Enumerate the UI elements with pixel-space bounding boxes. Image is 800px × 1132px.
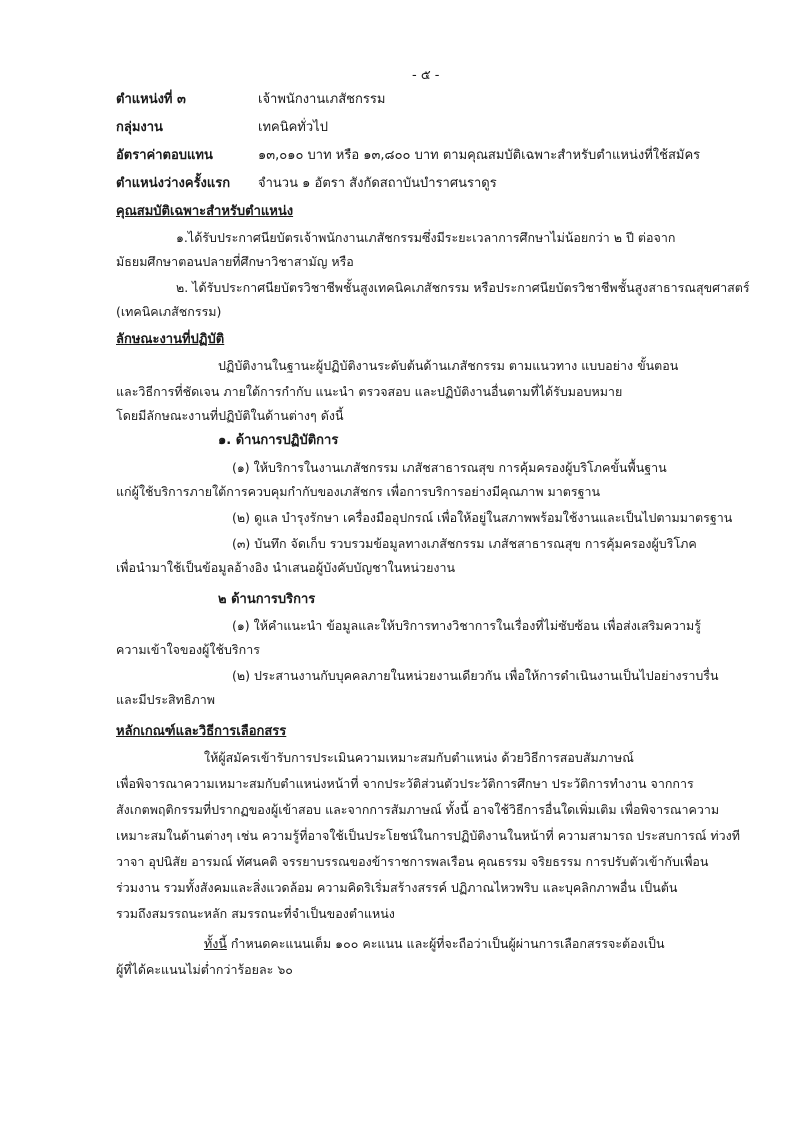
selection-note-line-1 <box>204 936 665 952</box>
salary-value: ๑๓,๐๑๐ บาท หรือ ๑๓,๘๐๐ บาท ตามคุณสมบัติเฉพาะสำหรับตำแหน่งที่ใช้สมัคร <box>258 148 701 163</box>
service-2-line-1: (๒) ประสานงานกับบุคคลภายในหน่วยงานเดียวกัน เพื่อให้การดำเนินงานเป็นไปอย่างราบรื่น <box>232 668 719 683</box>
selection-line-5: วาจา อุปนิสัย อารมณ์ ทัศนคติ จรรยาบรรณของข้าราชการพลเรือน คุณธรรม จริยธรรม การปรับตัวเข้ากับเพื่อน <box>116 854 709 869</box>
group-label: กลุ่มงาน <box>116 120 163 135</box>
duties-intro-line-2: และวิธีการที่ชัดเจน ภายใต้การกำกับ แนะนำ ตรวจสอบ และปฏิบัติงานอื่นตามที่ได้รับมอบหมาย <box>116 384 623 399</box>
operation-3-line-1: (๓) บันทึก จัดเก็บ รวบรวมข้อมูลทางเภสัชกรรม เภสัชสาธารณสุข การคุ้มครองผู้บริโภค <box>232 536 697 551</box>
operation-3-line-2: เพื่อนำมาใช้เป็นข้อมูลอ้างอิง นำเสนอผู้บังคับบัญชาในหน่วยงาน <box>116 560 456 575</box>
service-heading: ๒ ด้านการบริการ <box>218 592 316 607</box>
selection-line-3: สังเกตพฤติกรรมที่ปรากฏของผู้เข้าสอบ และจากการสัมภาษณ์ ทั้งนี้ อาจใช้วิธีการอื่นใดเพิ่มเติม เพื่อพิจารณาความ <box>116 802 720 817</box>
operation-1-line-2: แก่ผู้ใช้บริการภายใต้การควบคุมกำกับของเภสัชกร เพื่อการบริการอย่างมีคุณภาพ มาตรฐาน <box>116 484 601 499</box>
service-2-line-2: และมีประสิทธิภาพ <box>116 692 216 707</box>
service-1-line-2: ความเข้าใจของผู้ใช้บริการ <box>116 642 260 657</box>
operations-heading: ๑. ด้านการปฏิบัติการ <box>218 433 339 448</box>
selection-line-1: ให้ผู้สมัครเข้ารับการประเมินความเหมาะสมกับตำแหน่ง ด้วยวิธีการสอบสัมภาษณ์ <box>204 750 634 765</box>
service-1-line-1: (๑) ให้คำแนะนำ ข้อมูลและให้บริการทางวิชาการในเรื่องที่ไม่ซับซ้อน เพื่อส่งเสริมความรู้ <box>232 618 702 633</box>
qualification-1-line-1: ๑.ได้รับประกาศนียบัตรเจ้าพนักงานเภสัชกรรมซึ่งมีระยะเวลาการศึกษาไม่น้อยกว่า ๒ ปี ต่อจาก <box>176 230 676 245</box>
salary-label: อัตราค่าตอบแทน <box>116 148 213 163</box>
selection-note-lead: ทั้งนี้ <box>204 936 227 951</box>
selection-line-7: รวมถึงสมรรถนะหลัก สมรรถนะที่จำเป็นของตำแหน่ง <box>116 906 395 921</box>
operation-2-line-1: (๒) ดูแล บำรุงรักษา เครื่องมืออุปกรณ์ เพื่อให้อยู่ในสภาพพร้อมใช้งานและเป็นไปตามมาตรฐาน <box>232 510 733 525</box>
selection-heading: หลักเกณฑ์และวิธีการเลือกสรร <box>116 724 287 739</box>
selection-note-text: กำหนดคะแนนเต็ม ๑๐๐ คะแนน และผู้ที่จะถือว่าเป็นผู้ผ่านการเลือกสรรจะต้องเป็น <box>226 936 665 951</box>
qualifications-heading: คุณสมบัติเฉพาะสำหรับตำแหน่ง <box>116 204 294 219</box>
group-value: เทคนิคทั่วไป <box>258 120 328 135</box>
vacancy-label: ตำแหน่งว่างครั้งแรก <box>116 176 231 191</box>
duties-heading: ลักษณะงานที่ปฏิบัติ <box>116 332 225 347</box>
vacancy-value: จำนวน ๑ อัตรา สังกัดสถาบันบำราศนราดูร <box>258 176 497 191</box>
duties-intro-line-3: โดยมีลักษณะงานที่ปฏิบัติในด้านต่างๆ ดังนี้ <box>116 408 344 423</box>
qualification-1-line-2: มัธยมศึกษาตอนปลายที่ศึกษาวิชาสามัญ หรือ <box>116 254 354 269</box>
selection-line-6: ร่วมงาน รวมทั้งสังคมและสิ่งแวดล้อม ความคิดริเริ่มสร้างสรรค์ ปฏิภาณไหวพริบ และบุคลิกภาพอื่น เป็นต้น <box>116 880 678 895</box>
duties-intro-line-1: ปฏิบัติงานในฐานะผู้ปฏิบัติงานระดับต้นด้านเภสัชกรรม ตามแนวทาง แบบอย่าง ขั้นตอน <box>218 358 679 373</box>
qualification-2-line-2: (เทคนิคเภสัชกรรม) <box>116 304 222 319</box>
position-label: ตำแหน่งที่ ๓ <box>116 92 186 107</box>
operation-1-line-1: (๑) ให้บริการในงานเภสัชกรรม เภสัชสาธารณสุข การคุ้มครองผู้บริโภคขั้นพื้นฐาน <box>232 460 667 475</box>
selection-line-2: เพื่อพิจารณาความเหมาะสมกับตำแหน่งหน้าที่ จากประวัติส่วนตัวประวัติการศึกษา ประวัติการทำงาน จากการ <box>116 776 694 791</box>
qualification-2-line-1: ๒. ได้รับประกาศนียบัตรวิชาชีพชั้นสูงเทคนิคเภสัชกรรม หรือประกาศนียบัตรวิชาชีพชั้นสูงสาธารณสุขศาสตร์ <box>176 280 750 295</box>
page-number: - ๕ - <box>412 68 440 83</box>
selection-line-4: เหมาะสมในด้านต่างๆ เช่น ความรู้ที่อาจใช้เป็นประโยชน์ในการปฏิบัติงานในหน้าที่ ความสามารถ ประสบการณ์ ท่วงที <box>116 828 740 843</box>
selection-note-line-2: ผู้ที่ได้คะแนนไม่ต่ำกว่าร้อยละ ๖๐ <box>116 962 293 977</box>
position-value: เจ้าพนักงานเภสัชกรรม <box>258 92 386 107</box>
